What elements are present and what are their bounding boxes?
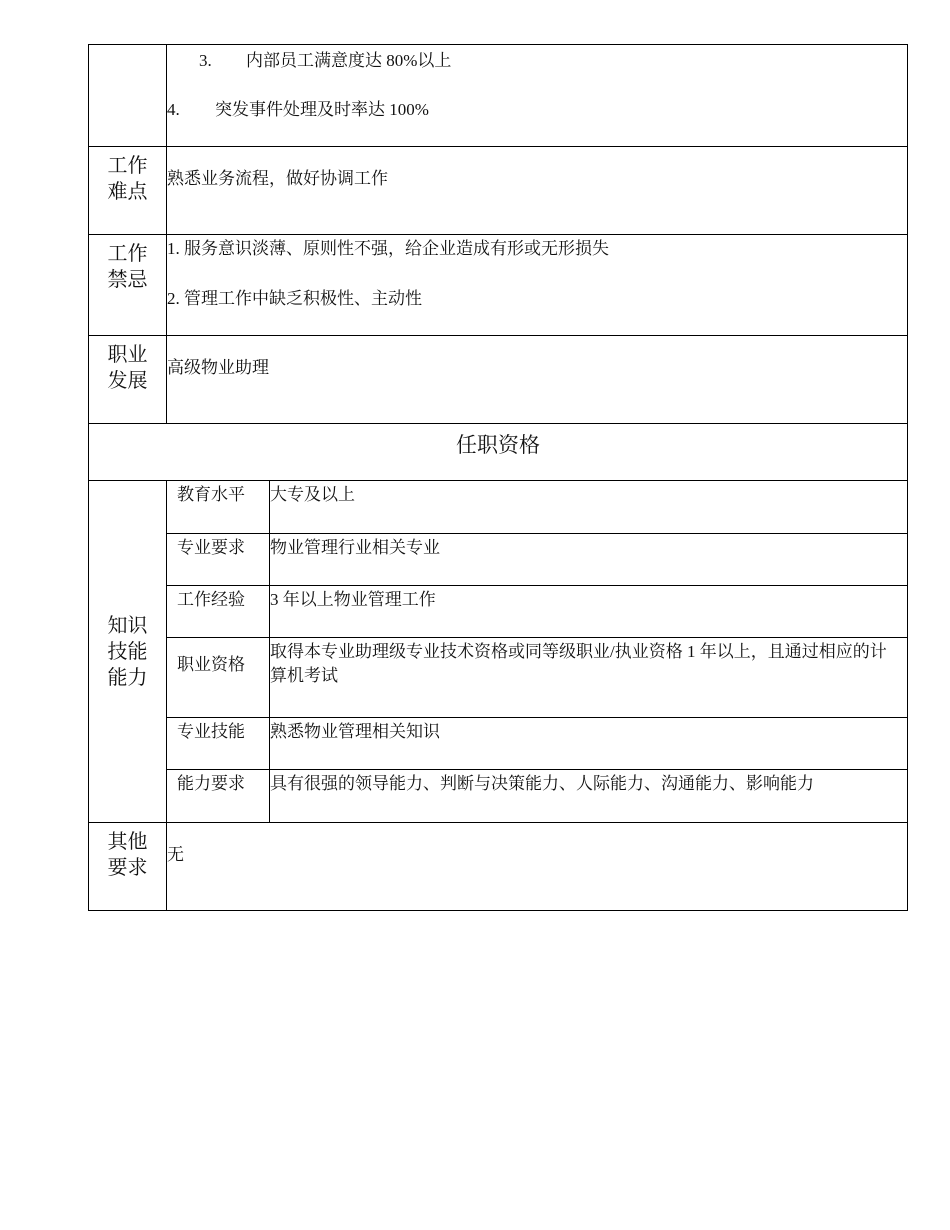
major-label: 专业要求: [167, 534, 270, 586]
kpi-label-cell: [89, 45, 167, 147]
difficulty-label: 工作 难点: [89, 147, 167, 235]
skills-label: 专业技能: [167, 718, 270, 770]
other-content: 无: [167, 823, 908, 911]
certification-label: 职业资格: [167, 638, 270, 718]
qualification-header-row: [89, 424, 908, 481]
knowledge-row-4: [89, 638, 908, 718]
taboo-row: [89, 235, 908, 336]
career-content: 高级物业助理: [167, 336, 908, 424]
ability-label: 能力要求: [167, 770, 270, 823]
knowledge-row-5: [89, 718, 908, 770]
difficulty-row: [89, 147, 908, 235]
knowledge-row-2: [89, 534, 908, 586]
kpi-item-3: 3. 内部员工满意度达 80%以上: [199, 51, 452, 70]
skills-value: 熟悉物业管理相关知识: [270, 718, 908, 770]
knowledge-row-6: [89, 770, 908, 823]
kpi-item-4: 4. 突发事件处理及时率达 100%: [167, 100, 429, 119]
knowledge-label: 知识 技能 能力: [89, 481, 167, 823]
job-description-table: [88, 44, 908, 911]
qualification-title: 任职资格: [89, 424, 908, 481]
experience-label: 工作经验: [167, 586, 270, 638]
education-label: 教育水平: [167, 481, 270, 534]
certification-value: 取得本专业助理级专业技术资格或同等级职业/执业资格 1 年以上，且通过相应的计算机考试: [270, 638, 908, 718]
career-row: [89, 336, 908, 424]
difficulty-content: 熟悉业务流程，做好协调工作: [167, 147, 908, 235]
experience-value: 3 年以上物业管理工作: [270, 586, 908, 638]
knowledge-row-1: [89, 481, 908, 534]
other-row: [89, 823, 908, 911]
taboo-item-2: 2. 管理工作中缺乏积极性、主动性: [167, 289, 422, 308]
taboo-content: [167, 235, 908, 336]
other-label: 其他 要求: [89, 823, 167, 911]
kpi-continuation-row: [89, 45, 908, 147]
education-value: 大专及以上: [270, 481, 908, 534]
career-label: 职业 发展: [89, 336, 167, 424]
knowledge-row-3: [89, 586, 908, 638]
taboo-label: 工作 禁忌: [89, 235, 167, 336]
ability-value: 具有很强的领导能力、判断与决策能力、人际能力、沟通能力、影响能力: [270, 770, 908, 823]
taboo-item-1: 1. 服务意识淡薄、原则性不强，给企业造成有形或无形损失: [167, 239, 609, 258]
kpi-content-cell: [167, 45, 908, 147]
major-value: 物业管理行业相关专业: [270, 534, 908, 586]
